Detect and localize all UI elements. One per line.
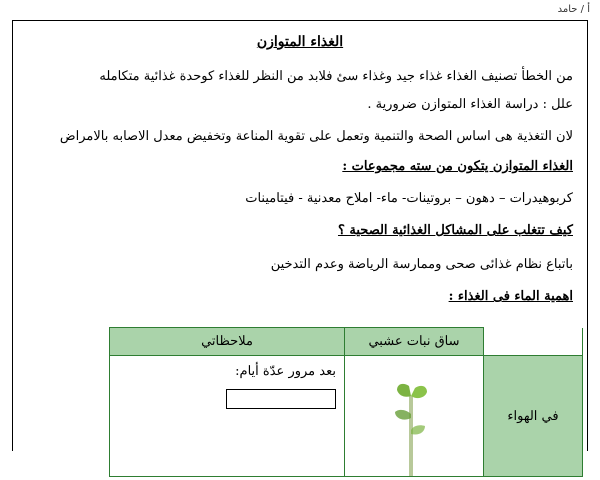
page-title: الغذاء المتوازن xyxy=(256,34,344,50)
author-name: أ / حامد xyxy=(557,4,590,15)
table-corner xyxy=(484,328,583,356)
header-stem: ساق نبات عشبي xyxy=(345,328,484,356)
paragraph-question: علل : دراسة الغذاء المتوازن ضرورية . xyxy=(367,97,573,112)
water-heading: اهمية الماء فى الغذاء : xyxy=(448,289,573,304)
plant-image-cell xyxy=(345,356,484,477)
row-label-air: في الهواء xyxy=(484,356,583,477)
health-question: كيف تتغلب على المشاكل الغذائية الصحية ؟ xyxy=(337,223,573,238)
worksheet-page xyxy=(12,20,588,451)
plant-illustration xyxy=(345,356,483,476)
answer-box[interactable] xyxy=(226,389,336,409)
plant-seedling-icon xyxy=(345,356,483,476)
groups-heading: الغذاء المتوازن يتكون من سته مجموعات : xyxy=(342,159,573,174)
paragraph-reason: لان التغذية هى اساس الصحة والتنمية وتعمل على تقوية المناعة وتخفيض معدل الاصابه بالامراض xyxy=(59,129,573,144)
paragraph-intro: من الخطأ تصنيف الغذاء غذاء جيد وغذاء سئ فلابد من النظر للغذاء كوحدة غذائية متكامله xyxy=(99,69,573,84)
notes-cell xyxy=(110,356,345,477)
observation-text: بعد مرور عدّة أيام: xyxy=(235,364,336,379)
plant-experiment-table xyxy=(109,327,583,477)
groups-list: كربوهيدرات – دهون – بروتينات- ماء- املاح معدنية - فيتامينات xyxy=(245,191,573,206)
health-answer: باتباع نظام غذائى صحى وممارسة الرياضة وعدم التدخين xyxy=(270,257,573,272)
header-notes: ملاحظاتي xyxy=(110,328,345,356)
